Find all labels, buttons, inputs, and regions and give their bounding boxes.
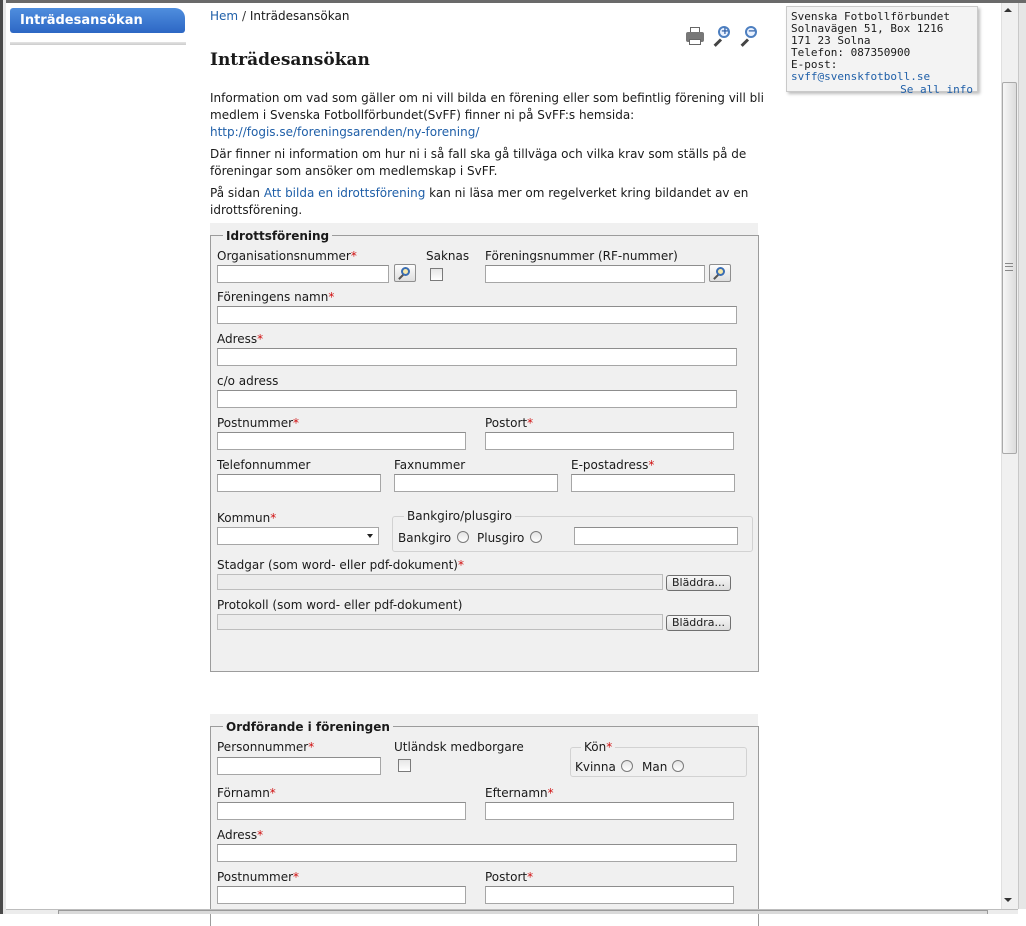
club-section-legend: Idrottsförening — [223, 229, 332, 243]
fax-input[interactable] — [394, 474, 558, 492]
phone-label: Telefonnummer — [217, 458, 311, 472]
address-input[interactable] — [217, 348, 737, 366]
rf-number-input[interactable] — [485, 265, 705, 283]
club-name-label: Föreningens namn* — [217, 290, 335, 304]
email-input[interactable] — [571, 474, 735, 492]
see-all-info-link[interactable]: Se all info — [900, 83, 973, 96]
foreign-citizen-label: Utländsk medborgare — [394, 740, 524, 754]
breadcrumb-separator: / — [241, 9, 246, 23]
postal-code-label: Postnummer* — [217, 416, 300, 430]
rf-number-label: Föreningsnummer (RF-nummer) — [485, 249, 678, 263]
sidebar-divider — [10, 42, 186, 45]
statutes-browse-button[interactable]: Bläddra... — [666, 575, 731, 591]
foreign-citizen-checkbox[interactable] — [398, 759, 411, 772]
plusgiro-label: Plusgiro — [477, 531, 525, 545]
plusgiro-radio[interactable] — [530, 531, 542, 543]
zoom-out-icon[interactable]: − — [738, 25, 760, 47]
horizontal-scrollbar-thumb[interactable] — [58, 910, 988, 914]
scrollbar-grip-line — [1005, 266, 1013, 267]
org-number-input[interactable] — [217, 265, 389, 283]
chair-address-input[interactable] — [217, 844, 737, 862]
municipality-select[interactable] — [217, 527, 379, 545]
statutes-file-input[interactable] — [217, 574, 663, 590]
co-address-label: c/o adress — [217, 374, 279, 388]
scroll-down-arrow-icon[interactable] — [1004, 898, 1012, 902]
personal-number-input[interactable] — [217, 757, 381, 775]
first-name-label: Förnamn* — [217, 786, 276, 800]
city-input[interactable] — [485, 432, 734, 450]
gender-legend: Kön* — [581, 740, 615, 754]
bankgiro-radio[interactable] — [457, 531, 469, 543]
window-left-inner-border — [3, 0, 6, 914]
protocol-file-input[interactable] — [217, 614, 663, 630]
zoom-in-icon[interactable]: + — [711, 25, 733, 47]
bilda-idrottsforening-link[interactable]: Att bilda en idrottsförening — [263, 186, 426, 200]
email-label: E-postadress* — [571, 458, 655, 472]
statutes-label: Stadgar (som word- eller pdf-dokument)* — [217, 558, 464, 572]
scrollbar-grip-icon — [1005, 263, 1013, 271]
contact-address: Solnavägen 51, Box 1216 — [791, 22, 944, 35]
sidebar-item-label: Inträdesansökan — [20, 13, 143, 28]
rf-number-search-button[interactable] — [709, 264, 731, 282]
address-label: Adress* — [217, 332, 264, 346]
intro-text: medlem i Svenska Fotbollförbundet(SvFF) finner ni på SvFF:s hemsida: — [210, 108, 635, 122]
male-label: Man — [642, 760, 668, 774]
sidebar-item-intradesansokan[interactable] — [10, 8, 185, 33]
chair-postal-code-label: Postnummer* — [217, 870, 300, 884]
municipality-label: Kommun* — [217, 511, 277, 525]
contact-email-link[interactable]: svff@svenskfotboll.se — [791, 70, 931, 83]
intro-paragraph-1 — [210, 90, 770, 141]
fax-label: Faxnummer — [394, 458, 466, 472]
intro-text: Där finner ni information om hur ni i så fall ska gå tillväga och vilka krav som ställs på de — [210, 147, 747, 161]
contact-email-label: E-post: — [791, 58, 838, 71]
intro-text: idrottsförening. — [210, 203, 303, 217]
contact-box — [786, 6, 978, 96]
org-number-label: Organisationsnummer* — [217, 249, 357, 263]
male-radio[interactable] — [672, 760, 684, 772]
intro-text: kan ni läsa mer om regelverket kring bildandet av en — [425, 186, 749, 200]
co-address-input[interactable] — [217, 390, 737, 408]
chair-postal-code-input[interactable] — [217, 886, 466, 904]
giro-number-input[interactable] — [574, 527, 738, 545]
chair-section-legend: Ordförande i föreningen — [223, 720, 393, 734]
org-number-search-button[interactable] — [394, 264, 416, 282]
city-label: Postort* — [485, 416, 534, 430]
personal-number-label: Personnummer* — [217, 740, 315, 754]
intro-text: Information om vad som gäller om ni vill bilda en förening eller som befintlig förening vill bli — [210, 91, 764, 105]
contact-city: 171 23 Solna — [791, 34, 871, 47]
chair-city-input[interactable] — [485, 886, 734, 904]
phone-input[interactable] — [217, 474, 381, 492]
contact-name: Svenska Fotbollförbundet — [791, 10, 950, 23]
breadcrumb-home-link[interactable]: Hem — [210, 9, 239, 23]
intro-text: På sidan — [210, 186, 264, 200]
giro-legend: Bankgiro/plusgiro — [404, 509, 515, 523]
female-radio[interactable] — [621, 760, 633, 772]
club-name-input[interactable] — [217, 306, 737, 324]
first-name-input[interactable] — [217, 802, 466, 820]
chair-address-label: Adress* — [217, 828, 264, 842]
female-label: Kvinna — [575, 760, 616, 774]
contact-phone: Telefon: 087350900 — [791, 46, 911, 59]
intro-paragraph-2 — [210, 146, 770, 180]
intro-text: föreningar som ansöker om medlemskap i SvFF. — [210, 164, 498, 178]
missing-label: Saknas — [426, 249, 470, 263]
last-name-label: Efternamn* — [485, 786, 554, 800]
protocol-label: Protokoll (som word- eller pdf-dokument) — [217, 598, 463, 612]
window-top-border — [0, 0, 1026, 3]
last-name-input[interactable] — [485, 802, 734, 820]
intro-paragraph-3 — [210, 185, 770, 219]
print-icon[interactable] — [684, 25, 706, 47]
protocol-browse-button[interactable]: Bläddra... — [666, 615, 731, 631]
breadcrumb — [210, 9, 349, 23]
page-title: Inträdesansökan — [210, 50, 370, 70]
window-right-border — [1018, 3, 1026, 909]
postal-code-input[interactable] — [217, 432, 466, 450]
breadcrumb-current: Inträdesansökan — [249, 9, 350, 23]
scroll-up-arrow-icon[interactable] — [1004, 8, 1012, 12]
missing-checkbox[interactable] — [430, 268, 443, 281]
chevron-down-icon — [367, 534, 373, 538]
bankgiro-label: Bankgiro — [398, 531, 452, 545]
fogis-link[interactable]: http://fogis.se/foreningsarenden/ny-forening/ — [210, 125, 480, 139]
chair-city-label: Postort* — [485, 870, 534, 884]
